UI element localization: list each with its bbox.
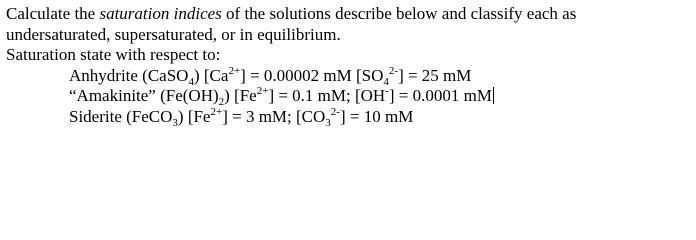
document-body: [6, 4, 694, 127]
concentration-text: ] = 0.0001 mM: [388, 86, 492, 105]
amakinite-line: [6, 86, 694, 107]
subscript: 3: [325, 116, 331, 129]
subscript: 4: [188, 75, 194, 88]
charge-superscript: 2-: [388, 64, 399, 77]
charge-superscript: 2+: [228, 64, 241, 77]
siderite-line: [6, 107, 694, 128]
charge-superscript: -: [385, 85, 389, 97]
formula-text: ) [Fe: [177, 106, 211, 126]
intro-line-1: [6, 4, 694, 25]
saturation-indices-emphasis: saturation indices: [99, 4, 222, 23]
charge-superscript: 2+: [256, 85, 269, 97]
intro-line-2: undersaturated, supersaturated, or in equilibrium.: [6, 24, 341, 44]
concentration-text: ] = 3 mM; [CO: [222, 106, 326, 126]
anhydrite-line: [6, 66, 694, 87]
charge-superscript: 2+: [210, 105, 223, 118]
concentration-text: ] = 10 mM: [339, 106, 414, 126]
mineral-name: Anhydrite (CaSO: [69, 65, 189, 85]
concentration-text: ] = 25 mM: [398, 65, 472, 85]
subscript: 4: [383, 75, 389, 88]
concentration-text: ] = 0.00002 mM [SO: [240, 65, 384, 85]
intro-line-3: Saturation state with respect to:: [6, 45, 221, 64]
text-cursor: [493, 87, 494, 104]
intro-text: Calculate the: [6, 4, 100, 23]
charge-superscript: 2-: [330, 105, 340, 118]
formula-text: ) [Ca: [193, 65, 229, 85]
mineral-name: “Amakinite” (Fe(OH): [69, 86, 219, 105]
mineral-name: Siderite (FeCO: [69, 106, 173, 126]
concentration-text: ] = 0.1 mM; [OH: [268, 86, 386, 105]
subscript: 2: [218, 96, 225, 108]
subscript: 3: [172, 116, 178, 129]
intro-text-continued: of the solutions describe below and classify each as: [221, 4, 577, 23]
formula-text: ) [Fe: [224, 86, 257, 105]
